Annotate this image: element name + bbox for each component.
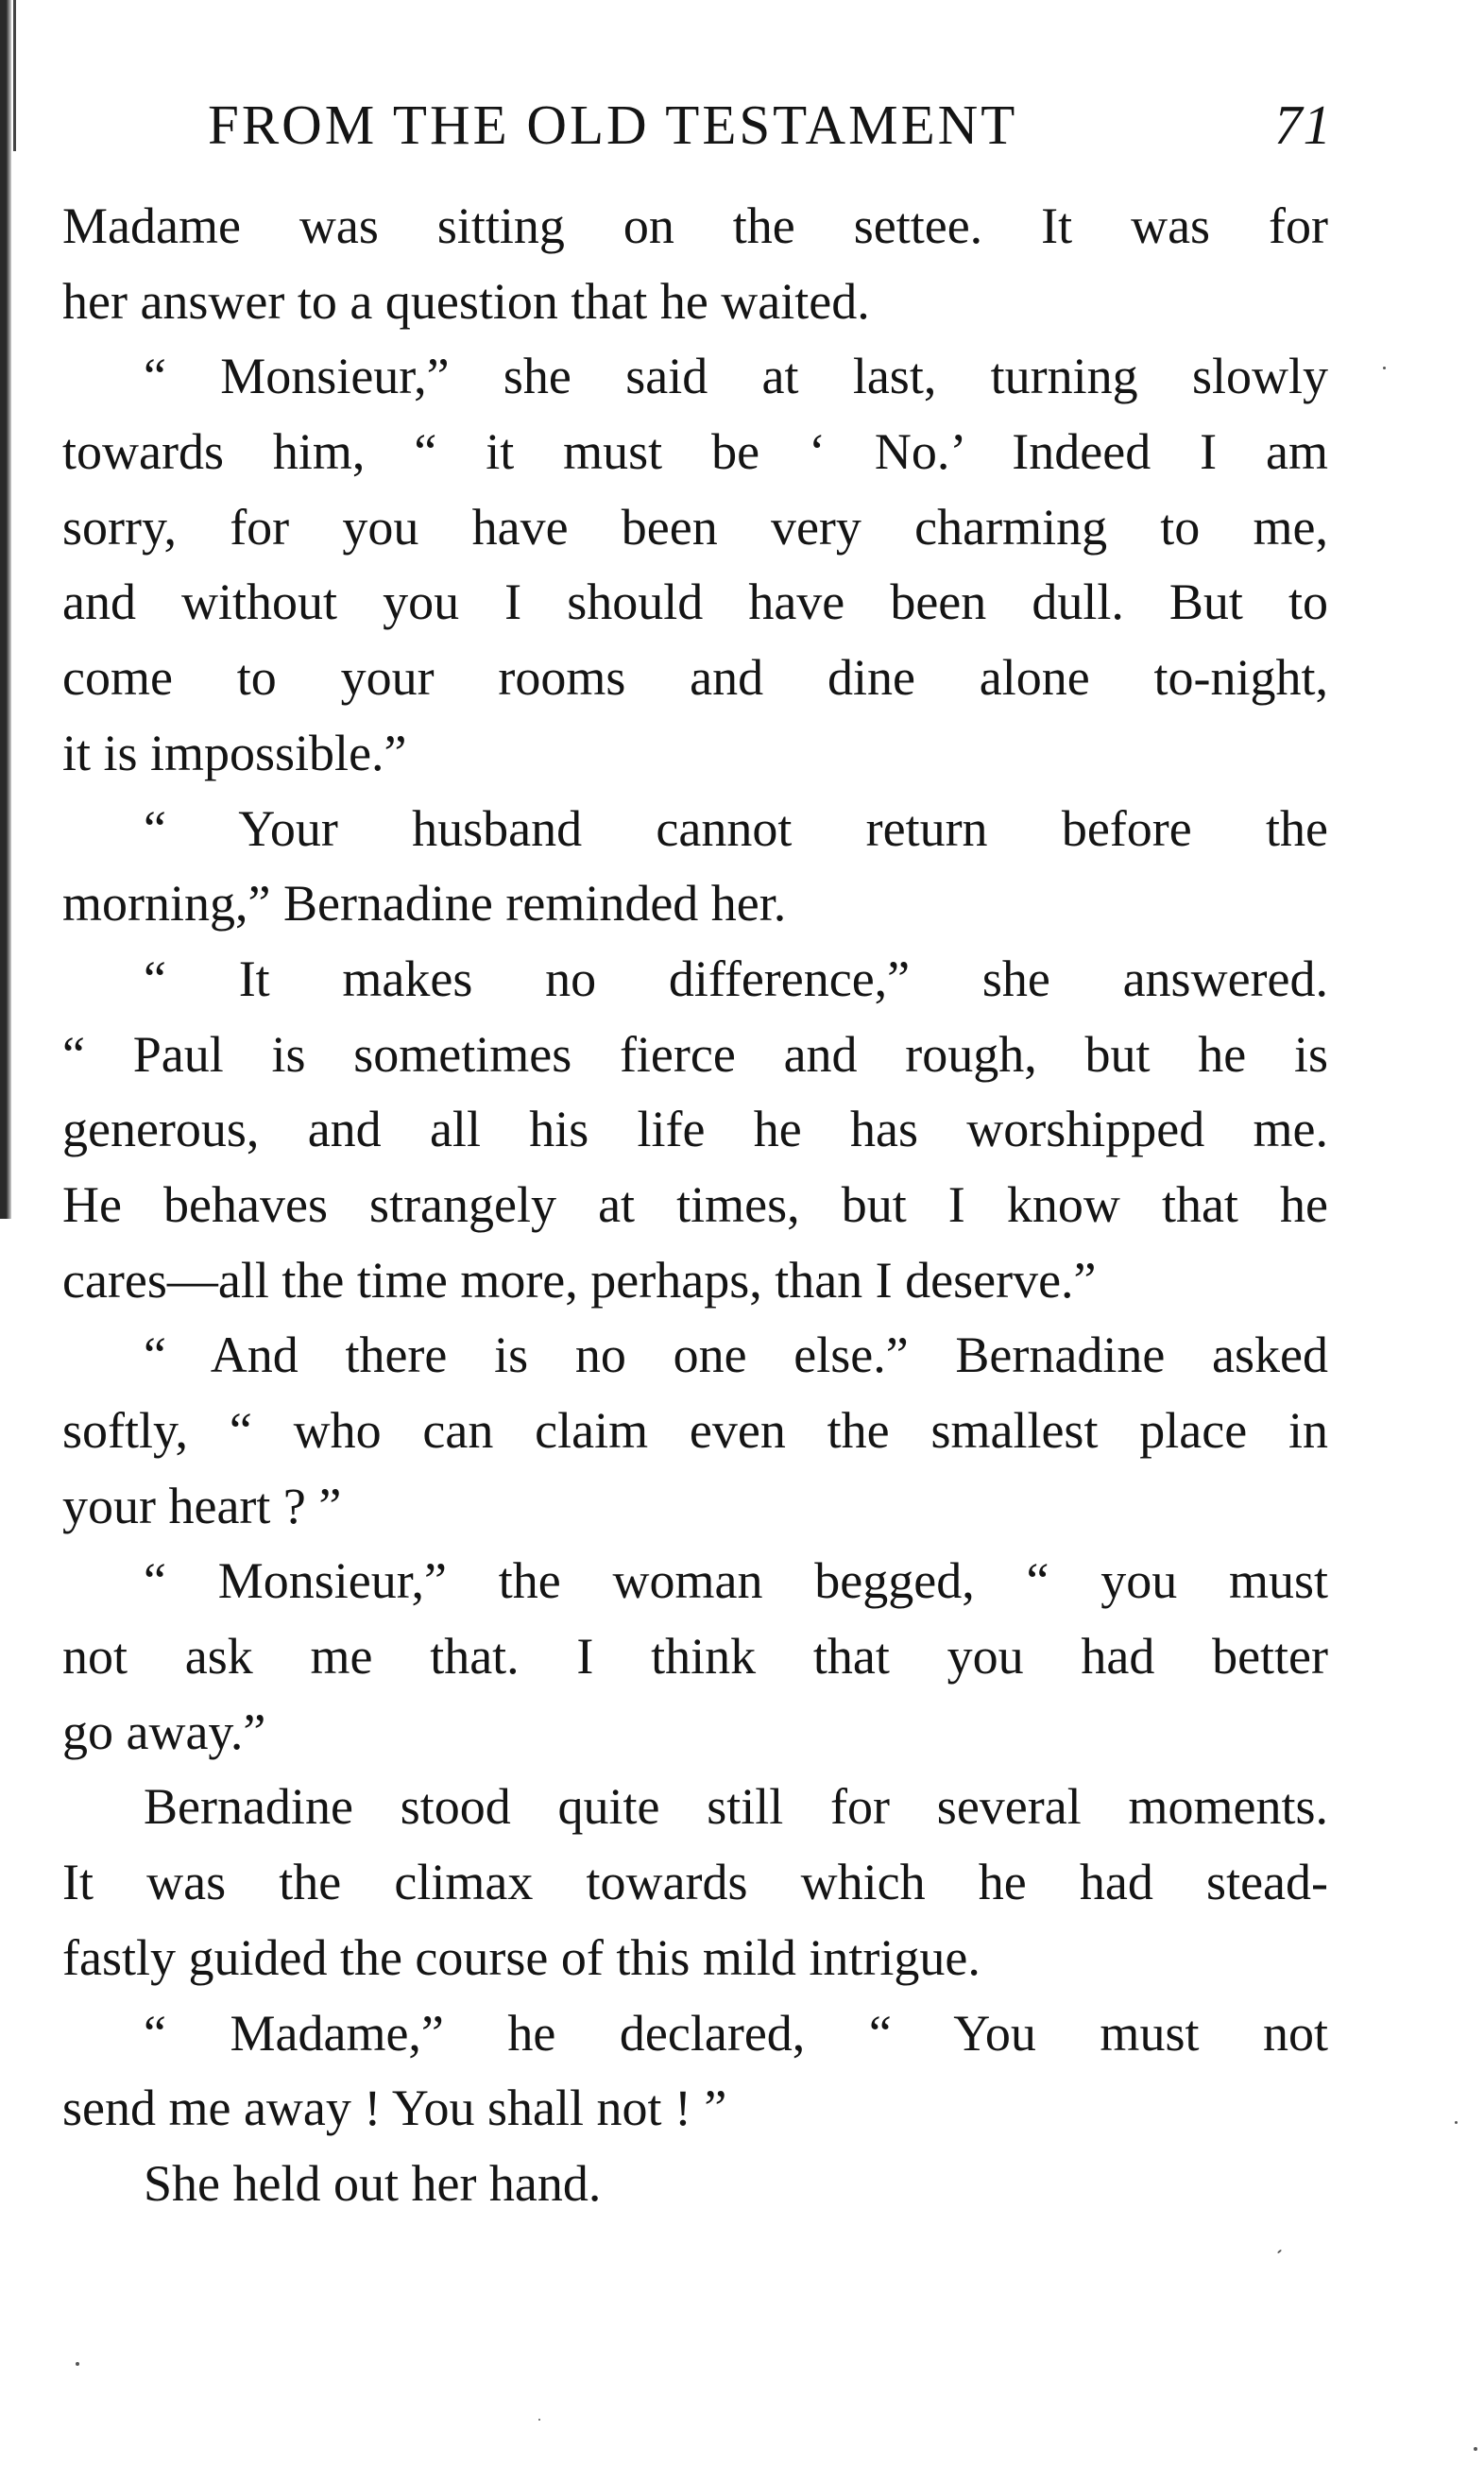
paper-speck bbox=[1383, 367, 1386, 369]
running-head bbox=[208, 87, 1360, 163]
text-line: softly, “ who can claim even the smallest place in bbox=[62, 1402, 1328, 1459]
paper-speck bbox=[76, 2362, 79, 2366]
text-line: Bernadine stood quite still for several moments. bbox=[144, 1778, 1328, 1836]
paper-speck bbox=[538, 2419, 540, 2421]
text-line: He behaves strangely at times, but I know that he bbox=[62, 1175, 1328, 1233]
text-line: It was the climax towards which he had stead- bbox=[62, 1854, 1328, 1911]
text-line: “ It makes no difference,” she answered. bbox=[144, 950, 1328, 1007]
text-line: morning,” Bernadine reminded her. bbox=[62, 875, 787, 933]
text-line: not ask me that. I think that you had better bbox=[62, 1628, 1328, 1686]
text-line: sorry, for you have been very charming to me, bbox=[62, 498, 1328, 556]
text-line: “ Your husband cannot return before the bbox=[144, 799, 1328, 857]
text-line: generous, and all his life he has worshipped me. bbox=[62, 1101, 1328, 1158]
body-text bbox=[62, 189, 1328, 2222]
text-line: cares—all the time more, perhaps, than I deserve.” bbox=[62, 1251, 1097, 1309]
running-title: FROM THE OLD TESTAMENT bbox=[208, 94, 1018, 156]
paper-speck bbox=[1277, 2250, 1282, 2254]
page-number: 71 bbox=[1274, 94, 1332, 156]
text-line: your heart ? ” bbox=[62, 1477, 342, 1534]
text-line: and without you I should have been dull. But to bbox=[62, 573, 1328, 631]
text-line: it is impossible.” bbox=[62, 724, 407, 781]
text-line: She held out her hand. bbox=[144, 2154, 602, 2212]
text-line: “ Monsieur,” she said at last, turning slowly bbox=[144, 348, 1328, 405]
text-line: Madame was sitting on the settee. It was for bbox=[62, 197, 1328, 254]
text-line: fastly guided the course of this mild intrigue. bbox=[62, 1928, 981, 1986]
text-line: come to your rooms and dine alone to-night, bbox=[62, 649, 1328, 707]
text-line: go away.” bbox=[62, 1703, 266, 1760]
text-line: “ Paul is sometimes fierce and rough, but he is bbox=[62, 1025, 1328, 1083]
text-line: “ Madame,” he declared, “ You must not bbox=[144, 2004, 1328, 2062]
page-binding-shadow bbox=[13, 0, 16, 151]
text-line: send me away ! You shall not ! ” bbox=[62, 2080, 727, 2137]
text-line: “ And there is no one else.” Bernadine asked bbox=[144, 1327, 1328, 1384]
text-line: towards him, “ it must be ‘ No.’ Indeed I am bbox=[62, 423, 1328, 481]
text-line: “ Monsieur,” the woman begged, “ you must bbox=[144, 1552, 1328, 1610]
paper-speck bbox=[1474, 2447, 1477, 2451]
page-binding-edge bbox=[0, 0, 11, 1219]
paper-speck bbox=[1455, 2121, 1458, 2124]
text-line: her answer to a question that he waited. bbox=[62, 272, 870, 330]
